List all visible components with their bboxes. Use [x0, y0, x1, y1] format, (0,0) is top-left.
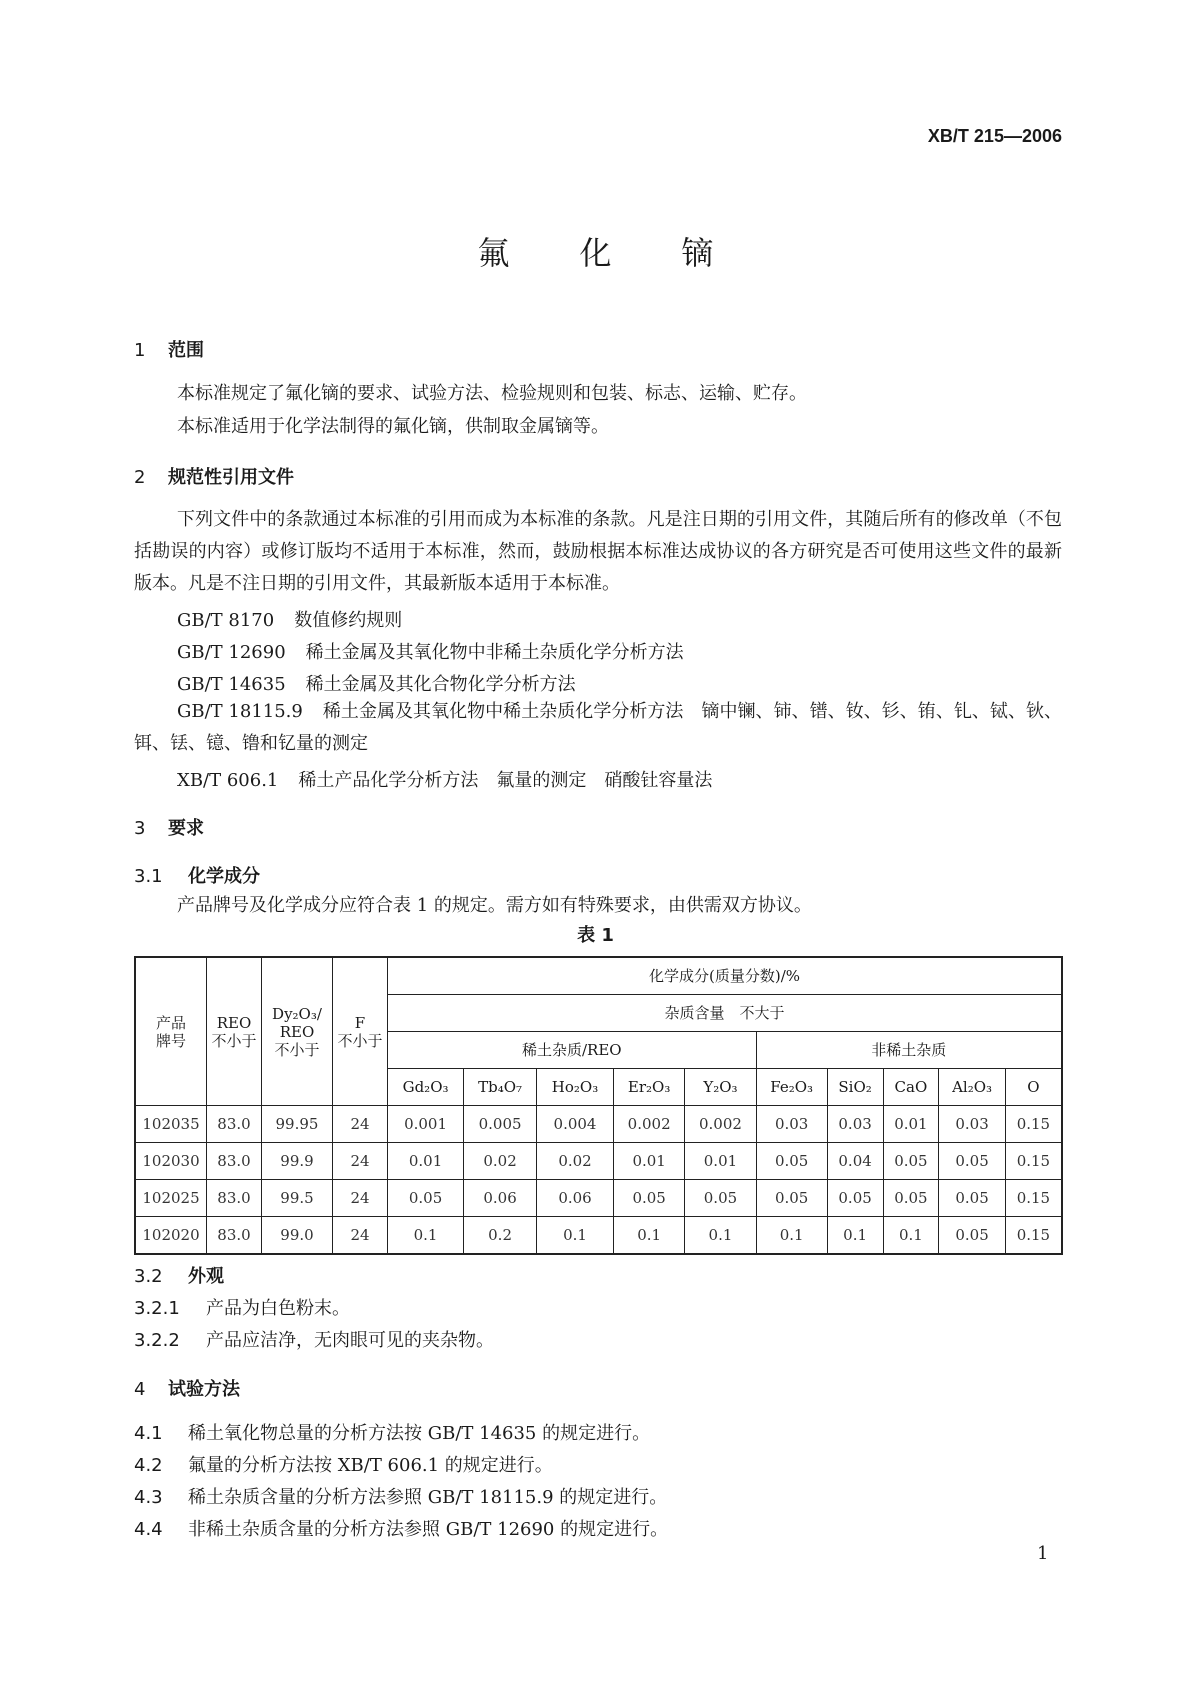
reference-item	[177, 766, 712, 792]
table-cell: 0.002	[685, 1106, 756, 1143]
chemical-composition-table	[134, 956, 1063, 1255]
table-cell: 0.03	[939, 1106, 1005, 1143]
header-chemical-composition: 化学成分(质量分数)/%	[388, 957, 1063, 995]
column-header: SiO₂	[827, 1069, 883, 1106]
section-title: 要求	[168, 818, 204, 839]
reference-item	[177, 606, 402, 632]
section-number: 3.1	[134, 866, 163, 887]
reference-code: GB/T 8170	[177, 610, 275, 631]
table-cell: 99.95	[262, 1106, 333, 1143]
table-row	[135, 1143, 1062, 1180]
reference-title: 稀土产品化学分析方法 氟量的测定 硝酸钍容量法	[298, 770, 713, 791]
clause-number: 4.2	[134, 1455, 163, 1476]
table-cell: 0.01	[388, 1143, 464, 1180]
table-cell: 99.9	[262, 1143, 333, 1180]
table-cell: 0.06	[464, 1180, 537, 1217]
table-cell: 102025	[135, 1180, 207, 1217]
clause-4-3	[134, 1483, 667, 1509]
section-2-heading	[134, 463, 294, 489]
section-title: 规范性引用文件	[168, 467, 294, 488]
clause-text: 产品为白色粉末。	[206, 1298, 350, 1319]
column-header: Ho₂O₃	[537, 1069, 614, 1106]
reference-title: 稀土金属及其化合物化学分析方法	[305, 674, 576, 695]
reference-code: GB/T 18115.9	[177, 701, 303, 722]
section-number: 4	[134, 1379, 146, 1400]
table-cell: 99.0	[262, 1217, 333, 1255]
section-4-heading	[134, 1375, 240, 1401]
section-title: 范围	[168, 340, 204, 361]
section-title: 试验方法	[168, 1379, 240, 1400]
references-intro-block	[134, 504, 1062, 600]
table-cell: 24	[333, 1217, 388, 1255]
clause-text: 产品应洁净，无肉眼可见的夹杂物。	[206, 1330, 494, 1351]
table-cell: 0.1	[537, 1217, 614, 1255]
table-cell: 0.05	[939, 1143, 1005, 1180]
table-caption: 表 1	[577, 925, 614, 946]
reference-title: 数值修约规则	[294, 610, 403, 631]
table-cell: 83.0	[207, 1217, 262, 1255]
table-cell: 0.06	[537, 1180, 614, 1217]
clause-number: 4.3	[134, 1487, 163, 1508]
clause-text: 非稀土杂质含量的分析方法参照 GB/T 12690 的规定进行。	[188, 1519, 669, 1540]
table-cell: 0.05	[883, 1180, 939, 1217]
clause-text: 氟量的分析方法按 XB/T 606.1 的规定进行。	[188, 1455, 553, 1476]
clause-number: 3.2.1	[134, 1298, 180, 1319]
table-cell: 0.001	[388, 1106, 464, 1143]
table-row	[135, 1217, 1062, 1255]
section-number: 3	[134, 818, 146, 839]
table-cell: 0.15	[1005, 1106, 1062, 1143]
table-cell: 0.005	[464, 1106, 537, 1143]
table-cell: 83.0	[207, 1106, 262, 1143]
table-cell: 0.03	[756, 1106, 827, 1143]
clause-number: 4.1	[134, 1423, 163, 1444]
scope-paragraph-2: 本标准适用于化学法制得的氟化镝，供制取金属镝等。	[177, 416, 609, 437]
table-cell: 0.04	[827, 1143, 883, 1180]
clause-number: 4.4	[134, 1519, 163, 1540]
clause-number: 3.2.2	[134, 1330, 180, 1351]
table-cell: 0.05	[388, 1180, 464, 1217]
header-non-rare-earth-impurities: 非稀土杂质	[756, 1032, 1062, 1069]
column-header: CaO	[883, 1069, 939, 1106]
table-cell: 99.5	[262, 1180, 333, 1217]
section-title: 化学成分	[188, 866, 260, 887]
section-number: 1	[134, 340, 146, 361]
table-cell: 0.1	[614, 1217, 685, 1255]
table-cell: 0.01	[685, 1143, 756, 1180]
subsection-3-2-heading	[134, 1262, 224, 1288]
reference-item	[134, 696, 1062, 760]
table-cell: 0.05	[614, 1180, 685, 1217]
section-number: 2	[134, 467, 146, 488]
section-3-heading	[134, 814, 204, 840]
table-row	[135, 1106, 1062, 1143]
table-cell: 0.05	[939, 1180, 1005, 1217]
clause-text: 稀土杂质含量的分析方法参照 GB/T 18115.9 的规定进行。	[188, 1487, 668, 1508]
table-cell: 102030	[135, 1143, 207, 1180]
table-cell: 0.05	[939, 1217, 1005, 1255]
table-cell: 0.15	[1005, 1143, 1062, 1180]
table-cell: 0.05	[756, 1180, 827, 1217]
header-impurity-content: 杂质含量 不大于	[388, 995, 1063, 1032]
header-reo: REO 不小于	[207, 957, 262, 1106]
table-cell: 24	[333, 1180, 388, 1217]
column-header: Gd₂O₃	[388, 1069, 464, 1106]
table-cell: 0.1	[685, 1217, 756, 1255]
reference-code: GB/T 12690	[177, 642, 286, 663]
section-title: 外观	[188, 1266, 224, 1287]
references-intro: 下列文件中的条款通过本标准的引用而成为本标准的条款。凡是注日期的引用文件，其随后所有的修改单（不包括勘误的内容）或修订版均不适用于本标准，然而，鼓励根据本标准达成协议的各方研究是否可使用这些文件的最新版本。凡是不注日期的引用文件，其最新版本适用于本标准。	[134, 509, 1062, 594]
column-header: Er₂O₃	[614, 1069, 685, 1106]
header-rare-earth-impurities: 稀土杂质/REO	[388, 1032, 757, 1069]
table-cell: 0.1	[756, 1217, 827, 1255]
reference-code: GB/T 14635	[177, 674, 286, 695]
scope-paragraph-1: 本标准规定了氟化镝的要求、试验方法、检验规则和包装、标志、运输、贮存。	[177, 383, 807, 404]
table-cell: 83.0	[207, 1143, 262, 1180]
clause-4-2	[134, 1451, 553, 1477]
table-cell: 24	[333, 1106, 388, 1143]
reference-title: 稀土金属及其氧化物中稀土杂质化学分析方法 镝中镧、铈、镨、钕、钐、铕、钆、铽、钬、铒、铥、镱、镥和钇量的测定	[134, 701, 1062, 754]
reference-title: 稀土金属及其氧化物中非稀土杂质化学分析方法	[305, 642, 684, 663]
header-dy2o3-reo: Dy₂O₃/ REO 不小于	[262, 957, 333, 1106]
document-code: XB/T 215—2006	[927, 126, 1062, 146]
table-cell: 0.05	[685, 1180, 756, 1217]
table-row	[135, 1180, 1062, 1217]
clause-text: 稀土氧化物总量的分析方法按 GB/T 14635 的规定进行。	[188, 1423, 651, 1444]
table-cell: 0.1	[827, 1217, 883, 1255]
table-cell: 102035	[135, 1106, 207, 1143]
table-cell: 0.15	[1005, 1180, 1062, 1217]
reference-item	[177, 638, 684, 664]
table-cell: 0.002	[614, 1106, 685, 1143]
table-cell: 0.1	[388, 1217, 464, 1255]
table-cell: 0.004	[537, 1106, 614, 1143]
table-cell: 24	[333, 1143, 388, 1180]
table-cell: 83.0	[207, 1180, 262, 1217]
section-number: 3.2	[134, 1266, 163, 1287]
clause-4-4	[134, 1515, 668, 1541]
column-header: Y₂O₃	[685, 1069, 756, 1106]
table-cell: 0.2	[464, 1217, 537, 1255]
reference-code: XB/T 606.1	[177, 770, 279, 791]
table-cell: 0.05	[883, 1143, 939, 1180]
section-1-heading	[134, 336, 204, 362]
page-number: 1	[1037, 1543, 1049, 1564]
clause-4-1	[134, 1419, 650, 1445]
column-header: Fe₂O₃	[756, 1069, 827, 1106]
column-header: Al₂O₃	[939, 1069, 1005, 1106]
subsection-3-1-heading	[134, 862, 260, 888]
clause-3-2-2	[134, 1326, 494, 1352]
table-cell: 0.01	[883, 1106, 939, 1143]
table-cell: 0.05	[827, 1180, 883, 1217]
table-cell: 0.03	[827, 1106, 883, 1143]
table-cell: 0.02	[537, 1143, 614, 1180]
table-cell: 0.1	[883, 1217, 939, 1255]
header-product-grade: 产品 牌号	[135, 957, 207, 1106]
table-cell: 102020	[135, 1217, 207, 1255]
clause-3-2-1	[134, 1294, 350, 1320]
header-fluorine: F 不小于	[333, 957, 388, 1106]
column-header: O	[1005, 1069, 1062, 1106]
column-header: Tb₄O₇	[464, 1069, 537, 1106]
table-cell: 0.05	[756, 1143, 827, 1180]
table-cell: 0.15	[1005, 1217, 1062, 1255]
page-title: 氟化镝	[477, 234, 784, 272]
table-cell: 0.02	[464, 1143, 537, 1180]
reference-item	[177, 670, 576, 696]
composition-paragraph: 产品牌号及化学成分应符合表 1 的规定。需方如有特殊要求，由供需双方协议。	[177, 895, 812, 916]
table-cell: 0.01	[614, 1143, 685, 1180]
